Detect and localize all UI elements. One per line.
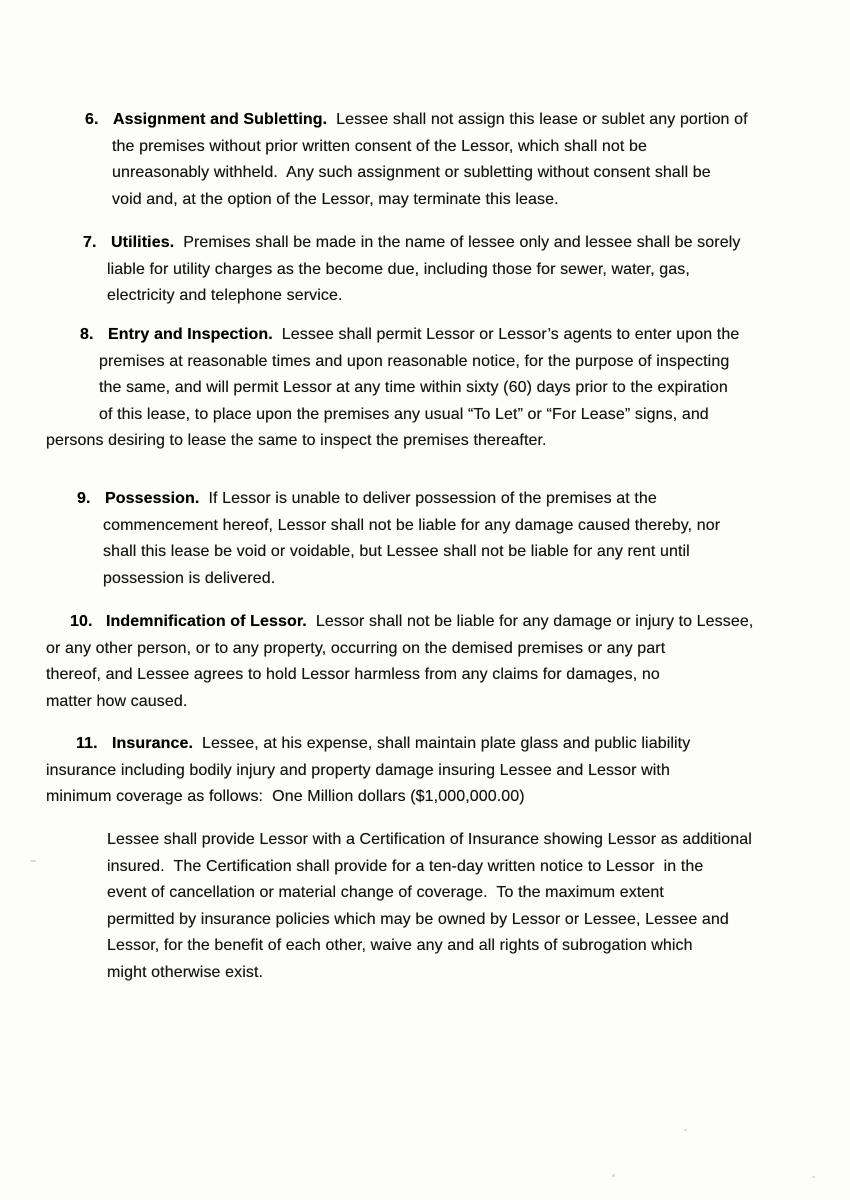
- clause-text: Premises shall be made in the name of lessee only and lessee shall be sorely: [183, 234, 741, 251]
- clause-heading: Assignment and Subletting.: [113, 111, 328, 128]
- text-line: premises at reasonable times and upon reasonable notice, for the purpose of inspecting: [99, 352, 730, 370]
- text-line: commencement hereof, Lessor shall not be liable for any damage caused thereby, nor: [103, 516, 721, 534]
- text-line: [85, 110, 748, 130]
- text-line: insurance including bodily injury and property damage insuring Lessee and Lessor with: [46, 761, 670, 779]
- clause-heading: Entry and Inspection.: [108, 326, 273, 343]
- text-line: thereof, and Lessee agrees to hold Lessor harmless from any claims for damages, no: [46, 666, 660, 683]
- text-line: might otherwise exist.: [107, 963, 264, 981]
- clause-number: 11.: [76, 735, 98, 752]
- text-line: matter how caused.: [46, 692, 188, 710]
- text-line: persons desiring to lease the same to inspect the premises thereafter.: [46, 432, 547, 449]
- text-line: of this lease, to place upon the premises any usual “To Let” or “For Lease” signs, and: [99, 405, 709, 423]
- scan-speck: [612, 1174, 615, 1177]
- text-line: [80, 325, 739, 345]
- clause-text: Lessee shall not assign this lease or sublet any portion of: [336, 111, 748, 128]
- text-line: the premises without prior written consent of the Lessor, which shall not be: [112, 137, 647, 155]
- text-line: the same, and will permit Lessor at any time within sixty (60) days prior to the expiration: [99, 379, 728, 396]
- clause-number: 8.: [80, 326, 94, 343]
- clause-text: Lessee shall permit Lessor or Lessor’s agents to enter upon the: [281, 326, 740, 343]
- text-line: permitted by insurance policies which may be owned by Lessor or Lessee, Lessee and: [107, 910, 729, 928]
- text-line: [83, 233, 740, 253]
- text-line: liable for utility charges as the become due, including those for sewer, water, gas,: [107, 260, 690, 278]
- clause-heading: Utilities.: [111, 234, 175, 251]
- clause-number: 9.: [77, 490, 91, 507]
- clause-text: If Lessor is unable to deliver possession of the premises at the: [208, 490, 657, 507]
- text-line: Lessor, for the benefit of each other, waive any and all rights of subrogation which: [107, 937, 693, 954]
- text-line: event of cancellation or material change of coverage. To the maximum extent: [107, 884, 664, 901]
- text-line: Lessee shall provide Lessor with a Certification of Insurance showing Lessor as additional: [107, 831, 752, 848]
- text-line: or any other person, or to any property, occurring on the demised premises or any part: [46, 639, 666, 657]
- clause-text: Lessee, at his expense, shall maintain plate glass and public liability: [202, 735, 691, 752]
- clause-number: 6.: [85, 111, 99, 128]
- scan-speck: [812, 1176, 815, 1178]
- clause-text: Lessor shall not be liable for any damage or injury to Lessee,: [315, 613, 754, 630]
- text-line: [76, 734, 690, 754]
- clause-number: 7.: [83, 234, 97, 251]
- text-line: minimum coverage as follows: One Million dollars ($1,000,000.00): [46, 788, 525, 805]
- clause-heading: Insurance.: [112, 735, 194, 752]
- text-line: void and, at the option of the Lessor, may terminate this lease.: [112, 190, 559, 208]
- text-line: [70, 612, 753, 632]
- text-line: possession is delivered.: [103, 569, 276, 587]
- scan-speck: [684, 1129, 687, 1131]
- text-line: unreasonably withheld. Any such assignment or subletting without consent shall be: [112, 164, 711, 181]
- text-line: [77, 489, 657, 509]
- text-line: shall this lease be void or voidable, but Lessee shall not be liable for any rent until: [103, 543, 690, 560]
- text-line: electricity and telephone service.: [107, 287, 343, 304]
- clause-heading: Indemnification of Lessor.: [106, 613, 307, 630]
- text-line: insured. The Certification shall provide for a ten-day written notice to Lessor in the: [107, 857, 704, 875]
- scan-speck: [30, 860, 36, 862]
- clause-number: 10.: [70, 613, 93, 630]
- clause-heading: Possession.: [105, 490, 200, 507]
